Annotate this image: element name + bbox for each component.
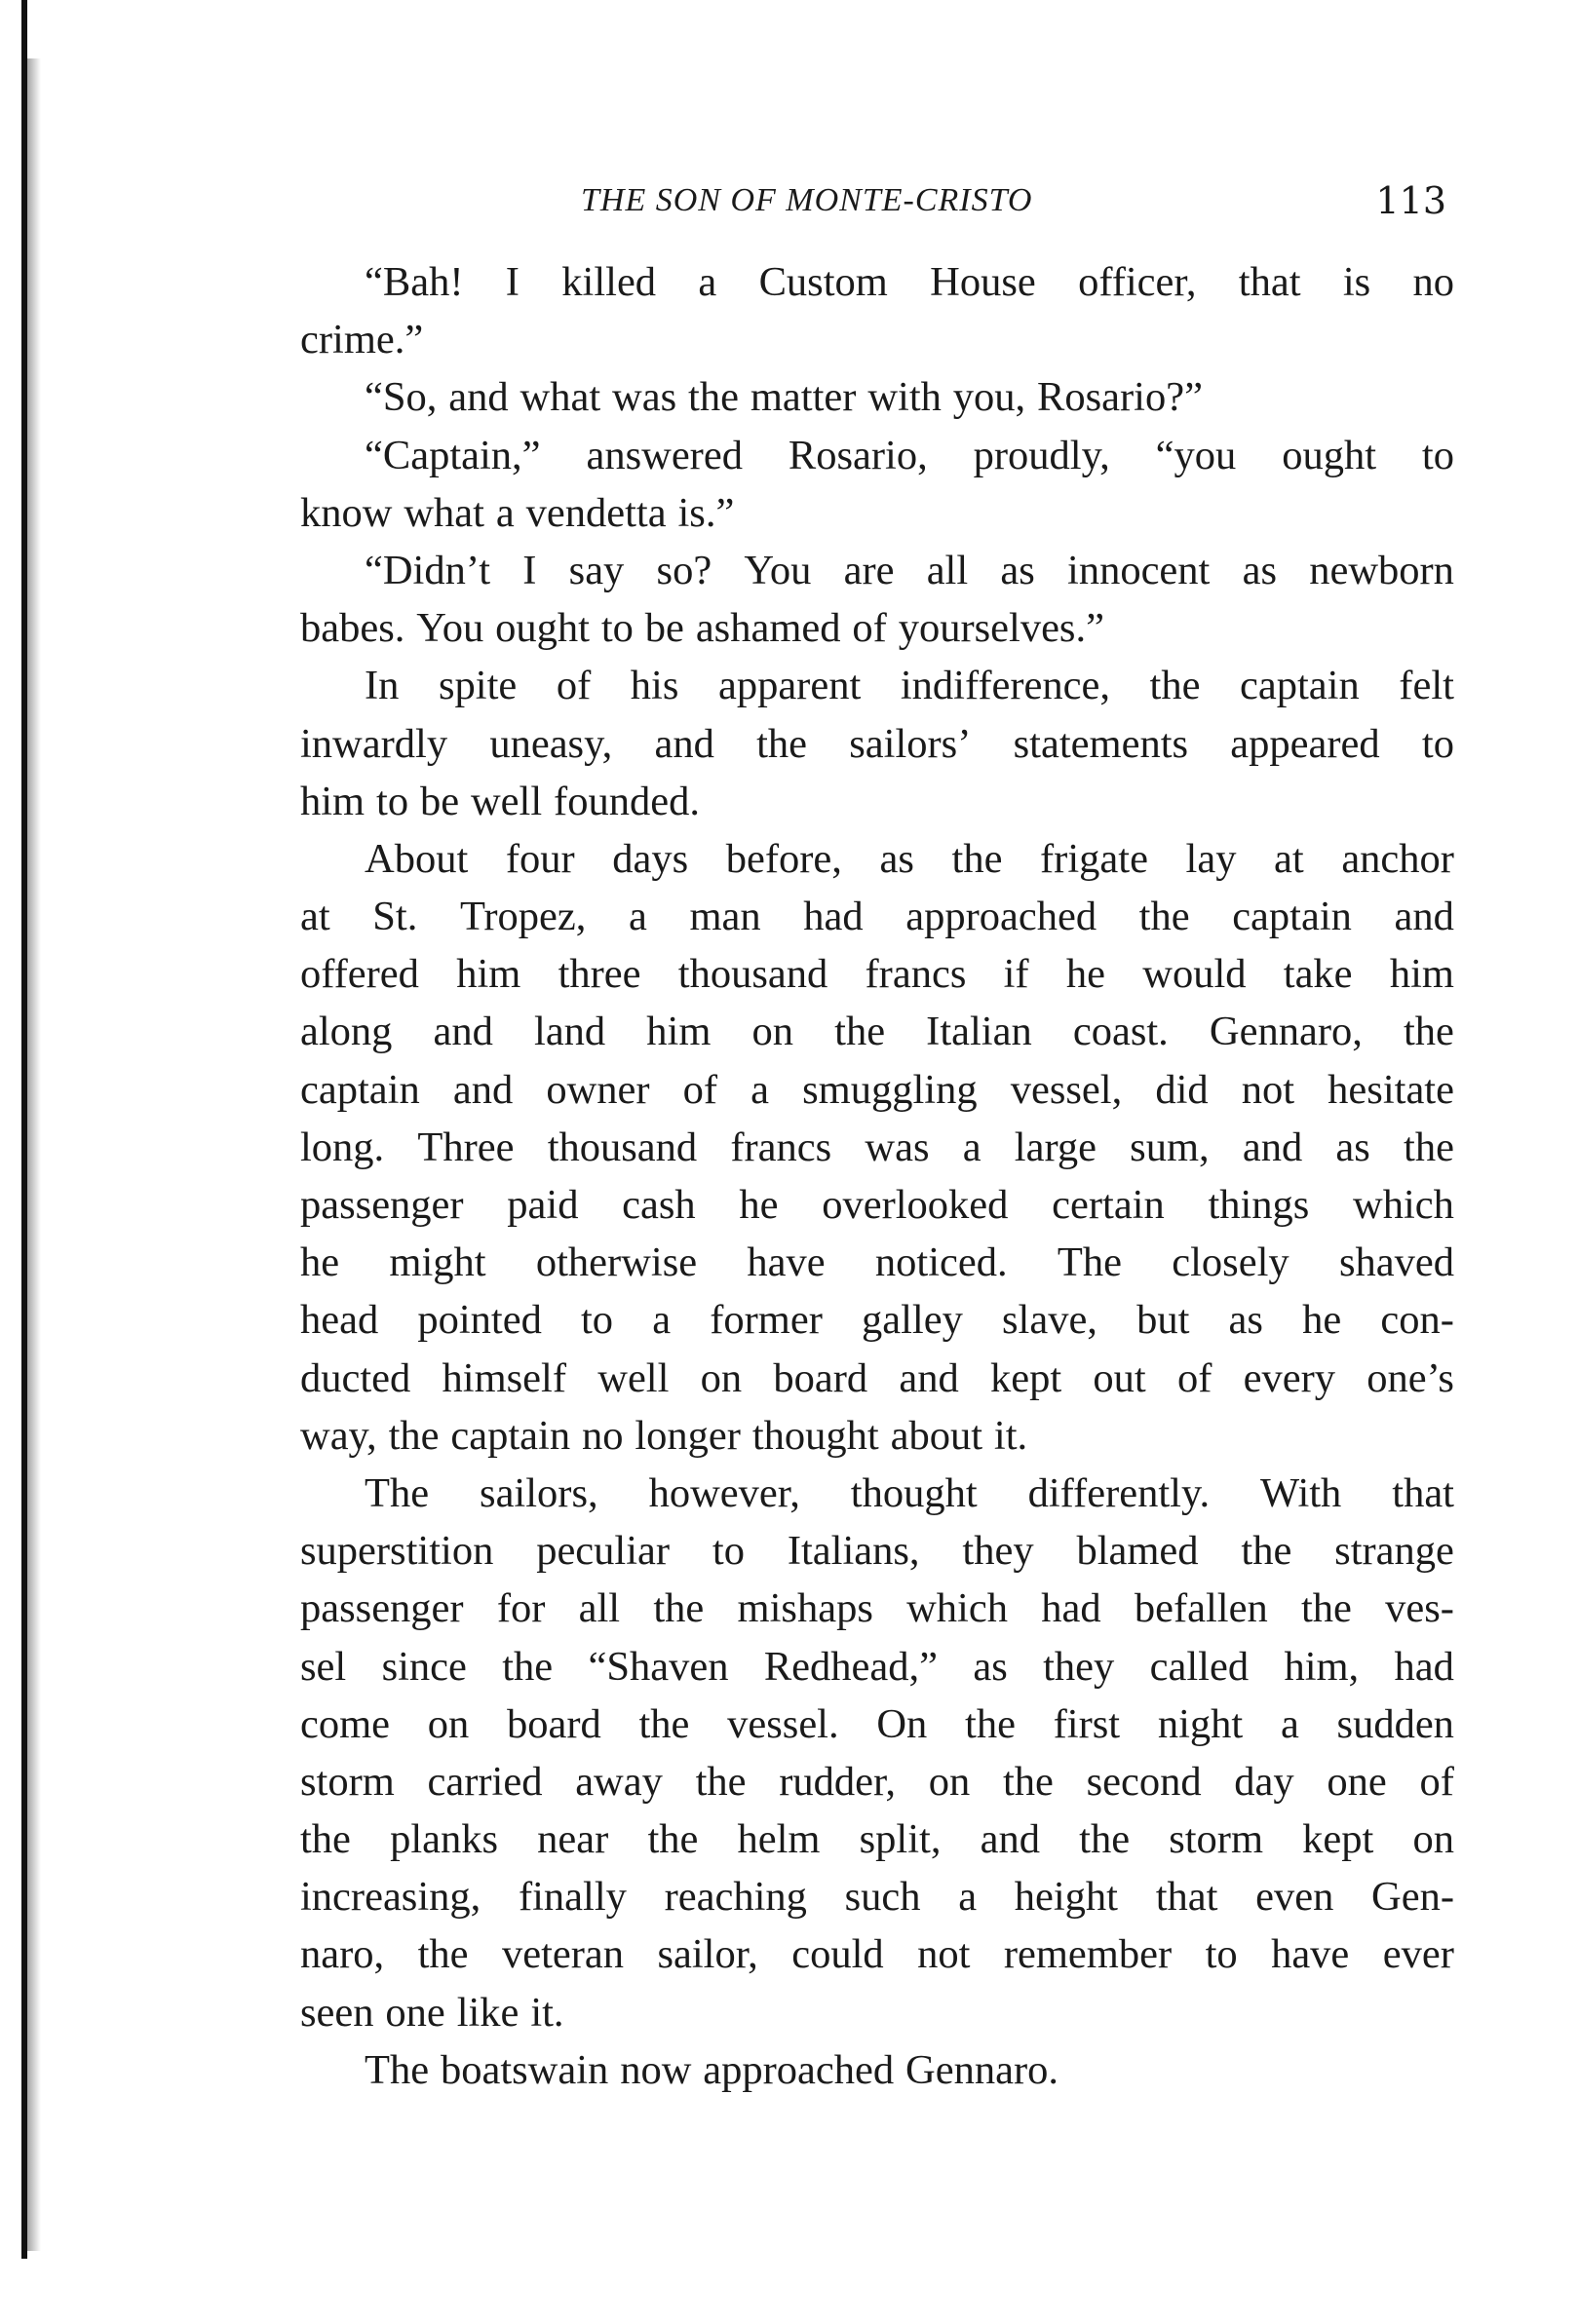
running-title: THE SON OF MONTE-CRISTO (581, 182, 1033, 218)
page-header (581, 173, 1446, 228)
text-line: he might otherwise have noticed. The closely shaved (300, 1239, 1454, 1286)
text-line: inwardly uneasy, and the sailors’ statements appeared to (300, 720, 1454, 767)
text-line: naro, the veteran sailor, could not remember to have ever (300, 1931, 1454, 1978)
text-line: know what a vendetta is.” (300, 489, 735, 536)
text-line: ducted himself well on board and kept out of every one’s (300, 1354, 1454, 1401)
text-line: him to be well founded. (300, 778, 700, 824)
text-line: babes. You ought to be ashamed of yourselves.” (300, 605, 1104, 652)
text-line: passenger for all the mishaps which had befallen the ves- (300, 1585, 1454, 1632)
text-line: storm carried away the rudder, on the second day one of (300, 1758, 1454, 1805)
text-line: The sailors, however, thought differently. With that (365, 1469, 1454, 1516)
page-number: 113 (1375, 179, 1446, 222)
text-line: crime.” (300, 317, 424, 363)
text-line: passenger paid cash he overlooked certain things which (300, 1182, 1454, 1228)
text-line: the planks near the helm split, and the storm kept on (300, 1816, 1454, 1863)
text-line: The boatswain now approached Gennaro. (365, 2046, 1058, 2093)
text-line: “Captain,” answered Rosario, proudly, “you ought to (365, 432, 1454, 478)
text-line: increasing, finally reaching such a height that even Gen- (300, 1874, 1454, 1921)
text-line: offered him three thousand francs if he would take him (300, 951, 1454, 998)
text-line: seen one like it. (300, 1989, 564, 2036)
text-line: along and land him on the Italian coast. Gennaro, the (300, 1009, 1454, 1055)
text-line: head pointed to a former galley slave, but as he con- (300, 1297, 1454, 1344)
text-line: captain and owner of a smuggling vessel, did not hesitate (300, 1066, 1454, 1113)
text-line: “Didn’t I say so? You are all as innocent as newborn (365, 547, 1454, 593)
text-line: way, the captain no longer thought about it. (300, 1412, 1028, 1459)
page-binding-shadow (27, 58, 41, 2251)
text-line: superstition peculiar to Italians, they blamed the strange (300, 1528, 1454, 1575)
text-line: long. Three thousand francs was a large sum, and as the (300, 1124, 1454, 1170)
text-line: “So, and what was the matter with you, Rosario?” (365, 374, 1203, 421)
text-line: About four days before, as the frigate lay at anchor (365, 835, 1454, 882)
text-line: at St. Tropez, a man had approached the captain and (300, 894, 1454, 940)
text-line: come on board the vessel. On the first night a sudden (300, 1700, 1454, 1747)
body-text (300, 253, 1454, 2099)
text-line: “Bah! I killed a Custom House officer, that is no (365, 259, 1454, 305)
text-line: sel since the “Shaven Redhead,” as they called him, had (300, 1643, 1454, 1690)
text-line: In spite of his apparent indifference, the captain felt (365, 663, 1454, 709)
